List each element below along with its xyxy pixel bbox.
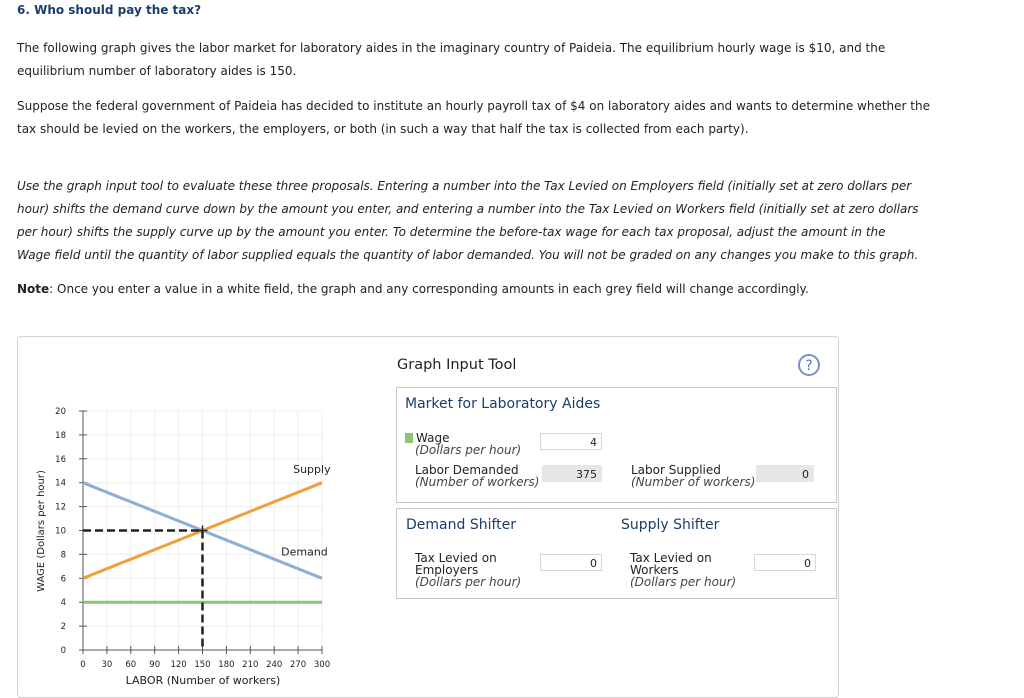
y-tick-label: 2 [60,622,66,633]
wage-label: Wage (Dollars per hour) [405,432,521,456]
question-title: 6. Who should pay the tax? [17,3,202,17]
labor-supplied-value: 0 [756,465,814,482]
supply-shifter-title: Supply Shifter [621,517,720,533]
x-tick-label: 300 [313,660,331,670]
y-tick-label: 6 [60,574,66,585]
y-tick-label: 16 [55,454,66,465]
demand-shifter-title: Demand Shifter [406,517,517,533]
help-icon[interactable]: ? [798,354,820,376]
tax-workers-input[interactable]: 0 [754,554,816,571]
intro-paragraph [17,37,1007,83]
y-axis-label: WAGE (Dollars per hour) [36,470,47,592]
y-tick-label: 8 [60,550,66,561]
x-tick-label: 240 [266,660,283,670]
intro-line-1: The following graph gives the labor market for laboratory aides in the imaginary country of Paideia. The equilibrium hourly wage is $10, and the [17,41,886,55]
y-tick-label: 20 [55,407,66,417]
labor-demanded-value: 375 [542,465,602,482]
instructions-line-3: per hour) shifts the supply curve up by the amount you enter. To determine the before-tax wage for each tax proposal, adjust the amount in the [17,225,886,239]
x-axis-label: LABOR (Number of workers) [125,674,281,687]
tax-line-1: Suppose the federal government of Paideia has decided to institute an hourly payroll tax of $4 on laboratory aides and wants to determine whether the [17,99,930,113]
x-tick-label: 120 [170,660,187,670]
x-tick-label: 30 [101,660,113,670]
y-tick-label: 4 [60,598,66,609]
tax-workers-label: Tax Levied on Workers (Dollars per hour) [630,551,737,589]
tax-paragraph [17,95,1007,141]
x-tick-label: 270 [289,660,307,670]
y-tick-label: 18 [55,430,66,441]
y-tick-label: 12 [55,502,66,513]
intro-line-2: equilibrium number of laboratory aides is 150. [17,64,297,78]
labor-market-chart[interactable] [20,339,360,689]
note-paragraph [17,278,1007,301]
y-tick-label: 10 [55,526,66,537]
note-text: : Once you enter a value in a white field, the graph and any corresponding amounts in each grey field will change accordingly. [49,282,809,296]
demand-label: Demand [281,545,328,559]
instructions-line-4: Wage field until the quantity of labor supplied equals the quantity of labor demanded. You will not be graded on any changes you make to this graph. [17,248,919,262]
x-tick-label: 90 [149,660,161,670]
instructions-line-2: hour) shifts the demand curve down by the amount you enter, and entering a number into the Tax Levied on Workers field (initially set at zero dollars [17,202,919,216]
x-tick-label: 0 [80,660,86,670]
supply-label: Supply [293,463,331,477]
graph-input-tool-title: Graph Input Tool [397,357,517,373]
instructions-line-1: Use the graph input tool to evaluate these three proposals. Entering a number into the Tax Levied on Employers field (initially set at zero dollars per [17,179,912,193]
labor-supplied-label: Labor Supplied (Number of workers) [631,463,756,489]
tax-line-2: tax should be levied on the workers, the employers, or both (in such a way that half the tax is collected from each party). [17,122,749,136]
wage-input[interactable]: 4 [540,433,602,450]
instructions-paragraph [17,175,1007,267]
tax-employers-label: Tax Levied on Employers (Dollars per hour) [415,551,522,589]
market-title: Market for Laboratory Aides [405,396,601,412]
x-tick-label: 150 [194,660,211,670]
labor-demanded-label: Labor Demanded (Number of workers) [415,463,540,489]
note-label: Note [17,282,50,296]
x-tick-label: 210 [242,660,259,670]
y-tick-label: 14 [55,478,66,489]
tax-employers-input[interactable]: 0 [540,554,602,571]
y-tick-label: 0 [60,646,66,656]
x-tick-label: 60 [125,660,137,670]
wage-swatch-icon [405,433,413,443]
x-tick-label: 180 [218,660,235,670]
